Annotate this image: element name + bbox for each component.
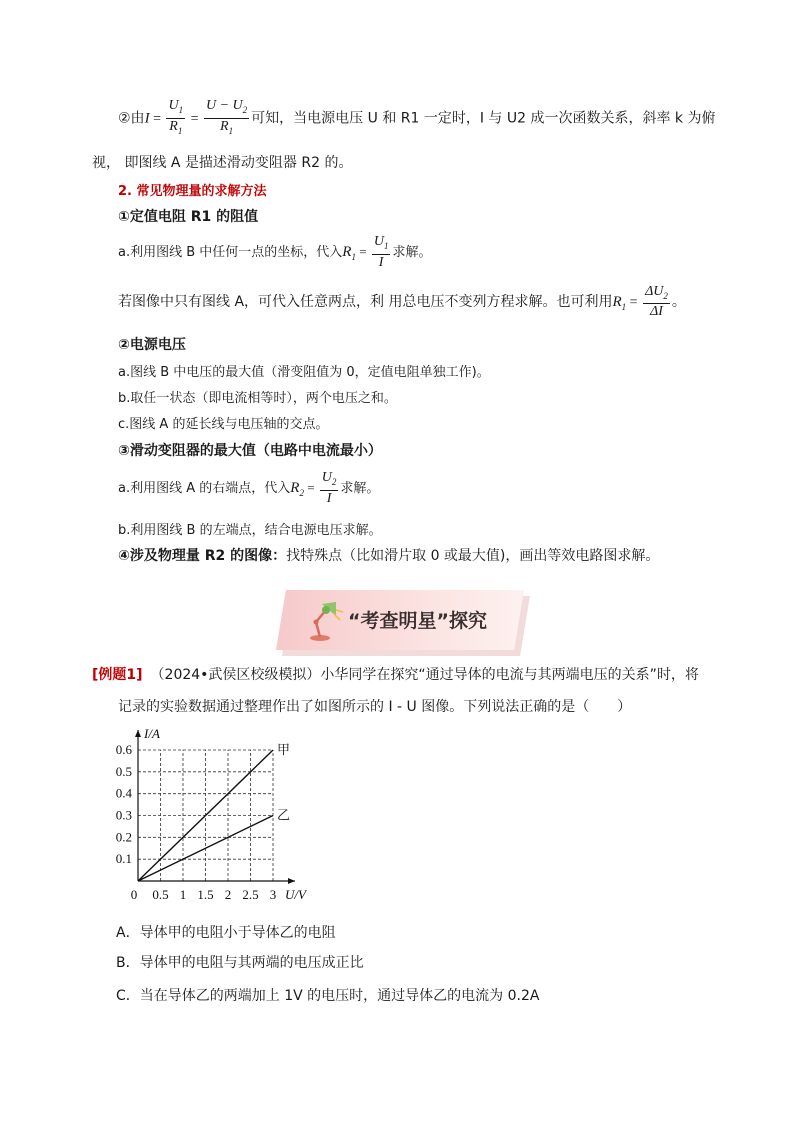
s2-c: c.图线 A 的延长线与电压轴的交点。 bbox=[118, 417, 329, 432]
para1-line2: 视， 即图线 A 是描述滑动变阻器 R2 的。 bbox=[92, 155, 353, 171]
s2-a: a.图线 B 中电压的最大值（滑变阻值为 0，定值电阻单独工作)。 bbox=[118, 365, 490, 380]
s1-title: ①定值电阻 R1 的阻值 bbox=[118, 209, 259, 225]
x-axis-label: U/V bbox=[285, 887, 306, 902]
y-axis-label: I/A bbox=[144, 726, 160, 741]
x-tick-label: 2.5 bbox=[242, 887, 259, 902]
para1-prefix: ②由 bbox=[118, 110, 145, 127]
explore-banner bbox=[276, 590, 524, 650]
fraction-u-minus-u2: $\frac{U - U_2}{R_1}$ bbox=[206, 98, 248, 136]
section2-title: 2. 常见物理量的求解方法 bbox=[118, 184, 267, 199]
x-tick-label: 3 bbox=[269, 887, 277, 902]
s1-b-line: 若图像中只有图线 A，可代入任意两点，利 用总电压不变列方程求解。也可利用$R_1$ = $\frac{\Delta U_2}{\Delta I}$ 。 bbox=[118, 283, 686, 320]
option-c[interactable]: C．当在导体乙的两端加上 1V 的电压时，通过导体乙的电流为 0.2A bbox=[116, 988, 540, 1004]
fraction-u1-i: $\frac{U_1}{I}$ bbox=[373, 234, 389, 270]
y-tick-label: 0.2 bbox=[115, 829, 132, 845]
y-axis-arrow bbox=[135, 730, 141, 737]
s1-a-line: a.利用图线 B 中任何一点的坐标，代入$R_1$ = $\frac{U_1}{I}$ 求解。 bbox=[118, 234, 432, 270]
fraction-du2-di: $\frac{\Delta U_2}{\Delta I}$ bbox=[645, 283, 668, 320]
s2-title: ②电源电压 bbox=[118, 337, 186, 353]
s3-a-line: a.利用图线 A 的右端点，代入$R_2$ = $\frac{U_2}{I}$ 求解。 bbox=[118, 470, 380, 506]
x-tick-label: 1.5 bbox=[197, 887, 214, 902]
series-label-2: 乙 bbox=[277, 807, 291, 823]
example-line1: [例题1] （2024•武侯区校级模拟）小华同学在探究“通过导体的电流与其两端电压的关系”时，将 bbox=[92, 667, 699, 683]
x-tick-label: 2 bbox=[224, 887, 232, 902]
para1-tail: 可知，当电源电压 U 和 R1 一定时，I 与 U2 成一次函数关系，斜率 k 为俯 bbox=[251, 110, 716, 127]
example-line2: 记录的实验数据通过整理作出了如图所示的 I - U 图像。下列说法正确的是（ ） bbox=[118, 699, 632, 715]
y-tick-label: 0.6 bbox=[115, 742, 132, 757]
s3-b: b.利用图线 B 的左端点，结合电源电压求解。 bbox=[118, 523, 382, 538]
y-tick-label: 0.3 bbox=[115, 807, 132, 823]
iu-chart bbox=[115, 726, 320, 908]
s4-line: ④涉及物理量 R2 的图像：找特殊点（比如滑片取 0 或最大值)，画出等效电路图求解。 bbox=[118, 548, 660, 564]
x-axis-arrow bbox=[288, 878, 295, 884]
eq-lhs: I bbox=[144, 110, 150, 127]
x-tick-label: 1 bbox=[179, 887, 187, 902]
x-tick-label: 0.5 bbox=[152, 887, 169, 902]
para1-line1: ②由I = $\frac{U_1}{R_1}$ = $\frac{U - U_2}{R_1}$ 可知，当电源电压 U 和 R1 一定时，I 与 U2 成一次函数关系，斜率 k 为俯 bbox=[118, 98, 716, 138]
fraction-u2-i: $\frac{U_2}{I}$ bbox=[321, 470, 337, 506]
option-b[interactable]: B．导体甲的电阻与其两端的电压成正比 bbox=[116, 955, 364, 971]
option-a[interactable]: A．导体甲的电阻小于导体乙的电阻 bbox=[116, 925, 336, 941]
fraction-u1-r1: $\frac{U_1}{R_1}$ bbox=[168, 98, 184, 136]
desk-lamp-icon bbox=[306, 596, 346, 644]
example-tag: [例题1] bbox=[92, 667, 143, 683]
x-tick-label: 0 bbox=[130, 887, 138, 902]
series-label-1: 甲 bbox=[277, 742, 291, 757]
y-tick-label: 0.5 bbox=[115, 763, 132, 779]
y-tick-label: 0.1 bbox=[115, 851, 132, 867]
s2-b: b.取任一状态（即电流相等时），两个电压之和。 bbox=[118, 391, 397, 406]
s3-title: ③滑动变阻器的最大值（电路中电流最小） bbox=[118, 443, 382, 459]
banner-title: “考查明星”探究 bbox=[348, 610, 487, 632]
y-tick-label: 0.4 bbox=[115, 785, 132, 801]
